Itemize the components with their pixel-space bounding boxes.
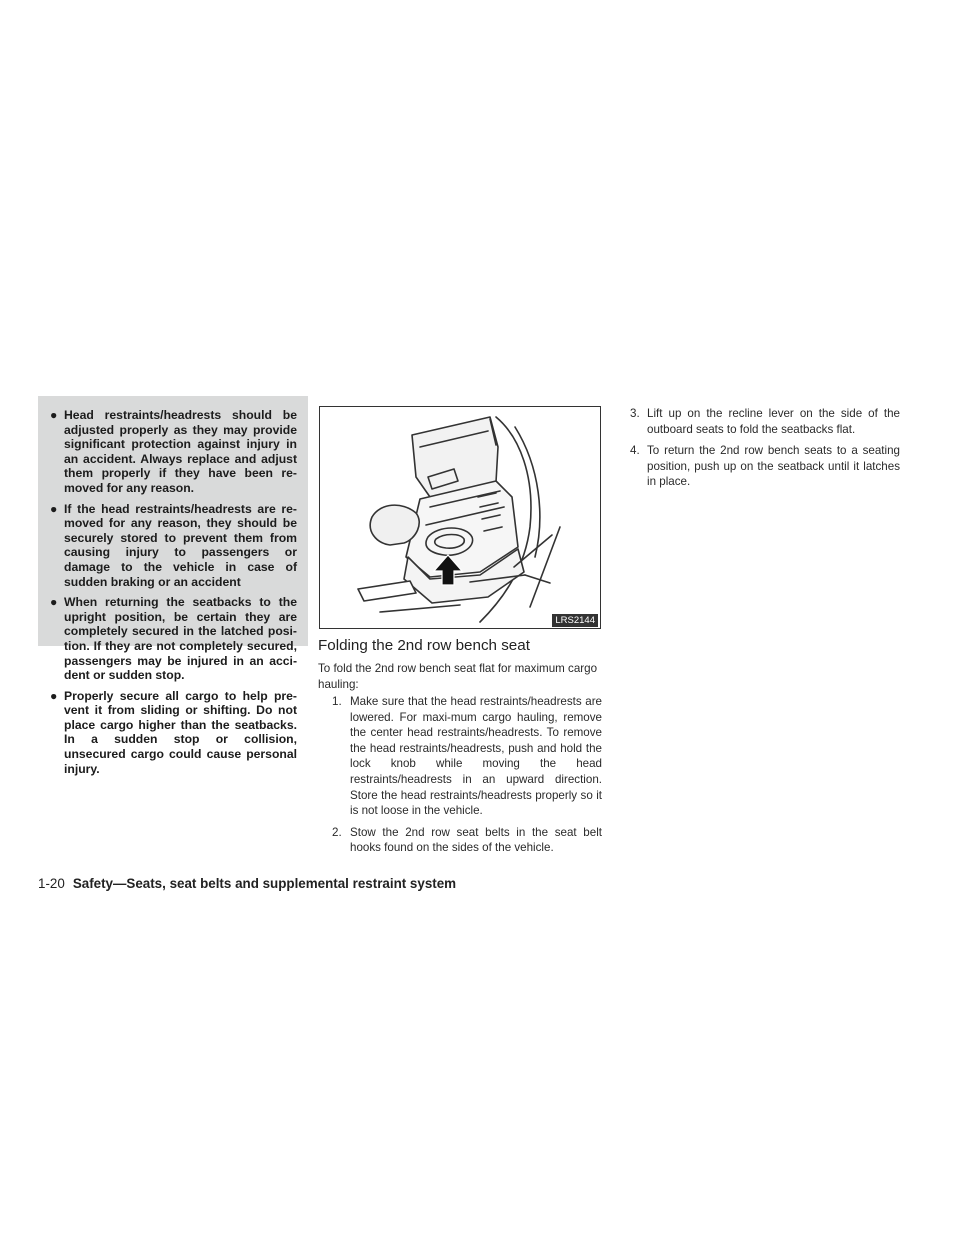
seat-figure	[319, 406, 601, 629]
step-item	[618, 406, 900, 437]
warning-text: Head restraints/headrests should be adjusted properly as they may provide significant protection against injury in an accident. Always replace and adjust them properly if they have been re-moved for any reason.	[64, 408, 297, 495]
steps-list-right	[618, 406, 900, 496]
step-item	[618, 443, 900, 490]
bullet-icon: ●	[50, 595, 58, 610]
step-item	[318, 694, 602, 819]
steps-list-middle	[318, 694, 602, 862]
page-number: 1-20	[38, 876, 65, 891]
step-text: To return the 2nd row bench seats to a seating position, push up on the seatback until it latches in place.	[647, 444, 900, 489]
warning-item	[50, 689, 297, 777]
page-footer	[38, 876, 456, 891]
warning-item	[50, 408, 297, 496]
step-number: 4.	[630, 444, 640, 458]
step-number: 2.	[332, 825, 342, 839]
step-item	[318, 825, 602, 856]
step-text: Stow the 2nd row seat belts in the seat belt hooks found on the sides of the vehicle.	[350, 825, 602, 855]
warning-text: When returning the seatbacks to the upright position, be certain they are completely secured in the latched posi-tion. If they are not completely secured, passengers may be injured in an acci-dent or sudden stop.	[64, 595, 297, 683]
warning-item	[50, 595, 297, 683]
page-section-title: Safety—Seats, seat belts and supplemental restraint system	[72, 876, 457, 891]
bullet-icon: ●	[50, 501, 58, 516]
warning-text: Properly secure all cargo to help pre-vent it from sliding or shifting. Do not place cargo higher than the seatbacks. In a sudden stop or collision, unsecured cargo could cause personal injury.	[64, 688, 297, 776]
warning-item	[50, 502, 297, 590]
step-text: Make sure that the head restraints/headrests are lowered. For maxi-mum cargo hauling, remove the center head restraints/headrests. To remove the head restraints/headrests, push and hold the lock knob while moving the head restraints/headrests in an upward direction. Store the head restraints/headrests properly so it is not loose in the vehicle.	[350, 695, 602, 818]
section-heading: Folding the 2nd row bench seat	[318, 637, 530, 654]
section-intro: To fold the 2nd row bench seat flat for maximum cargo hauling:	[318, 662, 598, 691]
step-text: Lift up on the recline lever on the side of the outboard seats to fold the seatbacks flat.	[647, 407, 900, 436]
warning-text: If the head restraints/headrests are re-moved for any reason, they should be securely stored to prevent them from causing injury to passengers or damage to the vehicle in case of sudden braking or an accident	[64, 501, 297, 589]
warning-list	[50, 408, 297, 776]
step-number: 3.	[630, 407, 640, 420]
seat-illustration	[320, 407, 601, 629]
warning-box	[38, 396, 308, 776]
bullet-icon: ●	[50, 408, 58, 422]
bullet-icon: ●	[50, 688, 58, 703]
figure-code: LRS2144	[552, 614, 598, 627]
step-number: 1.	[332, 695, 342, 708]
